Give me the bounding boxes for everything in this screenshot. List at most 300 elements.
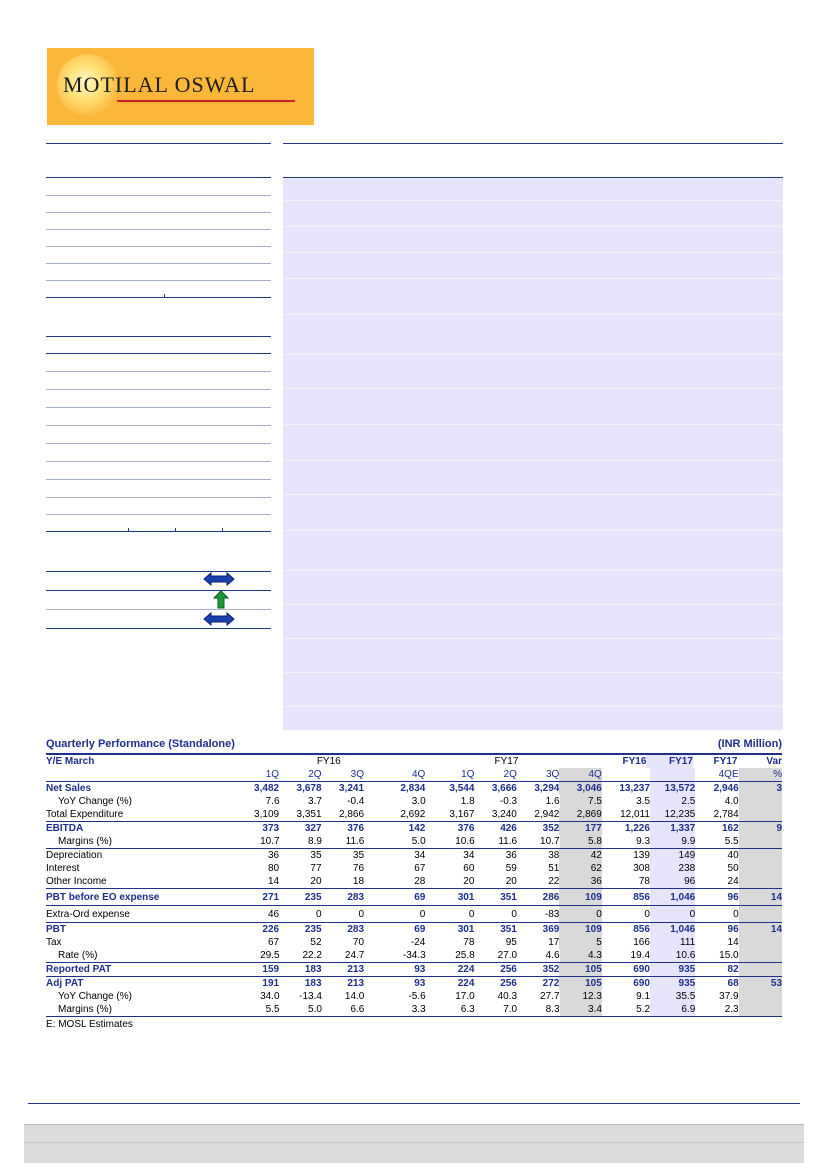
table-cell: 238 — [650, 862, 695, 875]
table-cell: 3,351 — [296, 809, 322, 820]
right-header-rule — [283, 143, 783, 144]
table-cell: 0 — [315, 908, 322, 920]
table-cell: 226 — [262, 924, 280, 935]
table-cell — [739, 795, 782, 808]
table-cell: 426 — [500, 823, 517, 834]
col-var: Var — [766, 756, 782, 767]
table-cell: 12.3 — [560, 990, 602, 1003]
row-label: Tax — [46, 937, 62, 948]
rule-tick — [128, 528, 129, 532]
table-cell: 111 — [650, 936, 695, 949]
group-fy17: FY17 — [494, 756, 519, 767]
left-rule — [46, 628, 271, 629]
table-cell: 78 — [463, 937, 475, 948]
table-cell: 183 — [304, 964, 322, 975]
table-cell: 376 — [347, 823, 365, 834]
table-cell: 224 — [457, 964, 475, 975]
table-cell: 77 — [310, 863, 322, 874]
table-cell: 95 — [505, 937, 517, 948]
left-rule — [46, 407, 271, 408]
table-cell: 17 — [548, 937, 560, 948]
table-cell: 0 — [650, 906, 695, 922]
table-cell: 13,237 — [619, 783, 650, 794]
table-cell: 15.0 — [719, 950, 739, 961]
table-cell: -13.4 — [299, 991, 322, 1002]
table-cell: 6.6 — [350, 1004, 365, 1015]
table-cell: 24 — [727, 876, 739, 887]
table-cell: 105 — [559, 963, 601, 976]
table-cell: 80 — [267, 863, 280, 874]
table-cell: 60 — [463, 863, 475, 874]
table-cell: 7.5 — [560, 795, 602, 808]
table-row — [46, 990, 782, 1003]
table-cell: 96 — [727, 891, 739, 903]
table-row — [46, 875, 782, 889]
table-unit: (INR Million) — [717, 738, 782, 750]
row-label: Interest — [46, 863, 80, 874]
left-right-arrow-icon — [203, 612, 235, 626]
table-cell: 0 — [468, 908, 475, 920]
table-cell: 68 — [727, 978, 739, 989]
left-rule — [46, 336, 271, 337]
table-cell: 35 — [310, 850, 322, 861]
table-row — [46, 977, 782, 990]
left-rule — [46, 590, 271, 591]
col-pct: % — [739, 768, 782, 781]
table-cell: -5.6 — [408, 991, 426, 1002]
table-row — [46, 1003, 782, 1017]
table-cell: 935 — [650, 977, 695, 990]
row-label: Margins (%) — [58, 1004, 112, 1015]
table-cell: 2.3 — [724, 1004, 739, 1015]
table-cell: 177 — [559, 822, 601, 835]
table-cell: 3,294 — [534, 783, 560, 794]
q-4q: 4Q — [412, 769, 426, 780]
table-cell: 5.8 — [560, 835, 602, 848]
table-cell — [739, 849, 782, 862]
table-cell: 256 — [500, 964, 517, 975]
left-rule — [46, 609, 271, 610]
quarterly-performance-table — [46, 738, 782, 1031]
table-cell: 3.5 — [636, 796, 651, 807]
table-cell: 271 — [262, 891, 280, 903]
table-cell: 352 — [542, 964, 560, 975]
table-cell: 36 — [505, 850, 517, 861]
table-cell: 3,046 — [559, 782, 601, 795]
table-row — [46, 889, 782, 906]
table-cell: 109 — [559, 923, 601, 936]
table-cell: 2,866 — [338, 809, 365, 820]
table-cell: 14 — [739, 889, 782, 905]
table-cell: 3,167 — [449, 809, 475, 820]
table-body — [46, 755, 782, 1017]
header-row-2 — [46, 768, 782, 782]
table-cell: 1,046 — [650, 923, 695, 936]
table-row — [46, 923, 782, 936]
table-cell: 352 — [542, 823, 560, 834]
table-cell: 4.6 — [545, 950, 560, 961]
left-rule — [46, 297, 271, 298]
table-cell: 14.0 — [344, 991, 365, 1002]
table-cell: 40.3 — [497, 991, 518, 1002]
table-row — [46, 936, 782, 949]
table-cell: 20 — [505, 876, 517, 887]
row-label: EBITDA — [46, 823, 84, 834]
row-label: PBT before EO expense — [46, 891, 160, 903]
table-cell: 301 — [457, 924, 475, 935]
left-right-arrow-icon — [203, 572, 235, 586]
table-cell — [739, 875, 782, 888]
table-cell: 3,240 — [491, 809, 517, 820]
table-cell: 5 — [559, 936, 601, 949]
table-cell: 308 — [633, 863, 650, 874]
table-cell: 856 — [633, 891, 650, 903]
table-row — [46, 963, 782, 977]
table-cell: 213 — [347, 964, 365, 975]
table-row — [46, 795, 782, 808]
table-cell: 82 — [727, 964, 739, 975]
table-cell: 5.0 — [308, 1004, 322, 1015]
table-cell: 286 — [542, 891, 560, 903]
table-cell: 36 — [267, 850, 280, 861]
table-cell: 166 — [633, 937, 650, 948]
table-cell — [739, 949, 782, 962]
table-cell — [739, 835, 782, 848]
table-cell: 0 — [511, 908, 517, 920]
left-rule — [46, 280, 271, 281]
left-rule — [46, 229, 271, 230]
row-label: Margins (%) — [58, 836, 112, 847]
row-label: Other Income — [46, 876, 107, 887]
rule-tick — [175, 528, 176, 532]
table-cell: 4.0 — [724, 796, 739, 807]
footer-bar — [24, 1124, 804, 1163]
table-cell: 327 — [304, 823, 322, 834]
table-cell: 139 — [633, 850, 650, 861]
left-rule — [46, 246, 271, 247]
table-cell: 1,226 — [624, 823, 650, 834]
q-2q: 2Q — [503, 769, 517, 780]
table-cell: 34 — [414, 850, 426, 861]
table-cell: 24.7 — [344, 950, 365, 961]
left-rule — [46, 371, 271, 372]
table-cell: 2,869 — [559, 808, 601, 821]
rule-tick — [164, 294, 165, 298]
table-cell: 78 — [638, 876, 650, 887]
table-cell: 22 — [548, 876, 560, 887]
table-cell: 5.0 — [411, 836, 426, 847]
col-4qe: 4QE — [718, 769, 739, 780]
table-cell: 9.9 — [650, 835, 695, 848]
row-label: Net Sales — [46, 783, 92, 794]
table-cell: 67 — [267, 937, 280, 948]
table-cell: 25.8 — [455, 950, 475, 961]
table-cell: 2,692 — [400, 809, 426, 820]
table-row — [46, 949, 782, 963]
row-label: Depreciation — [46, 850, 103, 861]
table-cell: 3,544 — [449, 783, 475, 794]
table-cell: 3 — [739, 782, 782, 795]
table-cell: 213 — [347, 978, 365, 989]
table-cell: 0 — [559, 906, 601, 922]
table-cell: 2,942 — [534, 809, 560, 820]
left-rule — [46, 177, 271, 178]
table-row — [46, 849, 782, 862]
table-cell: 11.6 — [498, 836, 518, 847]
table-cell: 856 — [633, 924, 650, 935]
table-cell: 10.6 — [650, 949, 695, 962]
left-rule — [46, 425, 271, 426]
table-cell: 50 — [727, 863, 739, 874]
table-cell: 690 — [633, 978, 650, 989]
table-cell: 272 — [542, 978, 560, 989]
table-cell: 0 — [733, 908, 739, 920]
ye-label: Y/E March — [46, 756, 95, 767]
table-cell: 76 — [352, 863, 365, 874]
table-cell: 3.0 — [411, 796, 426, 807]
table-cell: 35 — [352, 850, 365, 861]
table-row — [46, 822, 782, 835]
table-cell: 162 — [721, 823, 739, 834]
table-cell: -0.3 — [499, 796, 518, 807]
table-cell: 301 — [457, 891, 475, 903]
table-cell: 27.7 — [540, 991, 560, 1002]
table-cell: 1,337 — [650, 822, 695, 835]
table-cell: 235 — [304, 924, 322, 935]
table-cell: 6.9 — [650, 1003, 695, 1016]
table-cell: 5.2 — [636, 1004, 651, 1015]
table-row — [46, 906, 782, 923]
table-cell: 28 — [414, 876, 426, 887]
footnote: E: MOSL Estimates — [46, 1019, 133, 1030]
table-cell: 283 — [347, 924, 365, 935]
table-cell: 8.9 — [308, 836, 322, 847]
table-cell: 17.0 — [455, 991, 475, 1002]
table-cell: 0 — [644, 908, 650, 920]
table-cell: 159 — [262, 964, 280, 975]
row-label: Extra-Ord expense — [46, 908, 130, 920]
rule-tick — [222, 528, 223, 532]
table-cell: 235 — [304, 891, 322, 903]
table-cell — [739, 963, 782, 976]
table-cell: 9 — [739, 822, 782, 835]
content-panel — [283, 178, 783, 730]
q-4q: 4Q — [559, 768, 601, 781]
table-cell: 96 — [650, 875, 695, 888]
table-row — [46, 835, 782, 849]
table-cell: 8.3 — [545, 1004, 560, 1015]
table-cell: 9.1 — [636, 991, 651, 1002]
table-cell: 373 — [262, 823, 280, 834]
table-cell: 0 — [419, 908, 426, 920]
table-cell: 12,011 — [620, 809, 650, 820]
table-cell: 27.0 — [497, 950, 518, 961]
table-cell: 37.9 — [719, 991, 739, 1002]
table-cell: 142 — [408, 823, 426, 834]
table-cell: 36 — [559, 875, 601, 888]
table-cell: 29.5 — [260, 950, 280, 961]
col-fy17: FY17 — [646, 755, 692, 768]
table-cell: 1.8 — [460, 796, 475, 807]
table-cell: 9.3 — [636, 836, 651, 847]
left-rule — [46, 514, 271, 515]
table-cell: 351 — [500, 891, 517, 903]
table-cell: 0 — [358, 908, 365, 920]
left-rule — [46, 531, 271, 532]
row-label: Adj PAT — [46, 978, 84, 989]
table-cell: 10.7 — [540, 836, 560, 847]
table-cell — [739, 990, 782, 1003]
q-3q: 3Q — [546, 769, 560, 780]
table-cell: 1,046 — [650, 889, 695, 905]
table-cell: 283 — [347, 891, 365, 903]
table-cell: -24 — [410, 937, 426, 948]
table-cell: 14 — [267, 876, 280, 887]
q-2q: 2Q — [308, 769, 322, 780]
table-cell: 20 — [463, 876, 475, 887]
table-cell: 6.3 — [460, 1004, 475, 1015]
row-label: YoY Change (%) — [58, 796, 132, 807]
table-cell: 5.5 — [265, 1004, 280, 1015]
group-fy16: FY16 — [316, 756, 341, 767]
table-cell: 3,482 — [254, 783, 280, 794]
table-row — [46, 782, 782, 795]
table-cell: 12,235 — [650, 808, 695, 821]
col-fy16: FY16 — [622, 756, 647, 767]
table-cell: 42 — [559, 849, 601, 862]
table-cell — [739, 1003, 782, 1016]
col-fy17b: FY17 — [713, 756, 738, 767]
table-cell — [739, 808, 782, 821]
table-row — [46, 862, 782, 875]
table-cell — [739, 862, 782, 875]
table-cell: 34 — [463, 850, 475, 861]
table-cell: 105 — [559, 977, 601, 990]
left-rule — [46, 212, 271, 213]
table-cell: 46 — [267, 908, 280, 920]
table-cell: 93 — [414, 964, 426, 975]
left-header-rule — [46, 143, 271, 144]
table-cell: 369 — [542, 924, 560, 935]
left-rule — [46, 389, 271, 390]
table-cell: 2,834 — [400, 783, 426, 794]
left-rule — [46, 479, 271, 480]
table-cell: 2.5 — [650, 795, 695, 808]
left-rule — [46, 461, 271, 462]
table-cell: 109 — [559, 889, 601, 905]
table-cell: 3.3 — [411, 1004, 426, 1015]
table-cell: 224 — [457, 978, 475, 989]
table-cell: 2,946 — [713, 783, 739, 794]
table-cell: 191 — [262, 978, 280, 989]
table-cell: 14 — [727, 937, 739, 948]
table-cell: 22.2 — [302, 950, 322, 961]
table-cell: 7.0 — [503, 1004, 518, 1015]
table-cell: 3,678 — [296, 783, 322, 794]
table-cell: 52 — [310, 937, 322, 948]
table-cell: 69 — [414, 891, 426, 903]
table-cell: 149 — [650, 849, 695, 862]
table-cell: 62 — [559, 862, 601, 875]
left-rule — [46, 353, 271, 354]
table-cell: 4.3 — [560, 949, 602, 962]
table-cell: 53 — [739, 977, 782, 990]
table-title: Quarterly Performance (Standalone) — [46, 738, 235, 750]
logo-wordmark: MOTILAL OSWAL — [63, 72, 256, 97]
table-cell: 10.7 — [260, 836, 280, 847]
table-cell: 93 — [414, 978, 426, 989]
table-cell: 3.4 — [560, 1003, 602, 1016]
footer-rule — [28, 1103, 800, 1104]
table-cell: 376 — [457, 823, 475, 834]
table-cell: 10.6 — [455, 836, 475, 847]
row-label: Total Expenditure — [46, 809, 124, 820]
table-row — [46, 808, 782, 822]
table-cell: -34.3 — [402, 950, 426, 961]
row-label: Rate (%) — [58, 950, 98, 961]
left-rule — [46, 497, 271, 498]
table-cell: 69 — [414, 924, 426, 935]
table-cell: 2,784 — [713, 809, 739, 820]
table-cell: 11.6 — [345, 836, 365, 847]
row-label: PBT — [46, 924, 66, 935]
logo-underline — [117, 100, 295, 102]
table-cell: 3,666 — [491, 783, 517, 794]
table-cell: 19.4 — [630, 950, 651, 961]
table-cell: 40 — [727, 850, 739, 861]
table-cell: 3,109 — [254, 809, 280, 820]
table-cell: 7.6 — [265, 796, 280, 807]
table-title-bar — [46, 738, 782, 755]
table-cell: 38 — [548, 850, 560, 861]
row-label: YoY Change (%) — [58, 991, 132, 1002]
up-arrow-icon — [213, 590, 229, 609]
table-cell — [739, 906, 782, 922]
table-cell: 13,572 — [650, 782, 695, 795]
table-cell: 20 — [310, 876, 322, 887]
left-rule — [46, 263, 271, 264]
table-cell: -0.4 — [347, 796, 365, 807]
table-cell: 34.0 — [260, 991, 280, 1002]
table-cell: 96 — [727, 924, 739, 935]
q-1q: 1Q — [461, 769, 475, 780]
table-cell: 3.7 — [308, 796, 322, 807]
table-cell: 351 — [500, 924, 517, 935]
table-cell: 5.5 — [724, 836, 739, 847]
table-cell: 690 — [633, 964, 650, 975]
table-cell: 35.5 — [650, 990, 695, 1003]
table-cell: 51 — [548, 863, 560, 874]
table-cell: 18 — [352, 876, 365, 887]
table-cell — [739, 936, 782, 949]
table-cell: 1.6 — [545, 796, 560, 807]
header-row-1 — [46, 755, 782, 768]
q-3q: 3Q — [350, 769, 365, 780]
table-cell: 183 — [304, 978, 322, 989]
q-1q: 1Q — [265, 769, 280, 780]
table-cell: 256 — [500, 978, 517, 989]
left-rule — [46, 195, 271, 196]
left-rule — [46, 443, 271, 444]
table-cell: 59 — [505, 863, 517, 874]
table-cell: 3,241 — [338, 783, 365, 794]
table-cell: 67 — [414, 863, 426, 874]
row-label: Reported PAT — [46, 964, 112, 975]
table-cell: 70 — [352, 937, 365, 948]
left-rule — [46, 571, 271, 572]
table-cell: -83 — [544, 908, 560, 920]
motilal-oswal-logo — [47, 48, 314, 125]
